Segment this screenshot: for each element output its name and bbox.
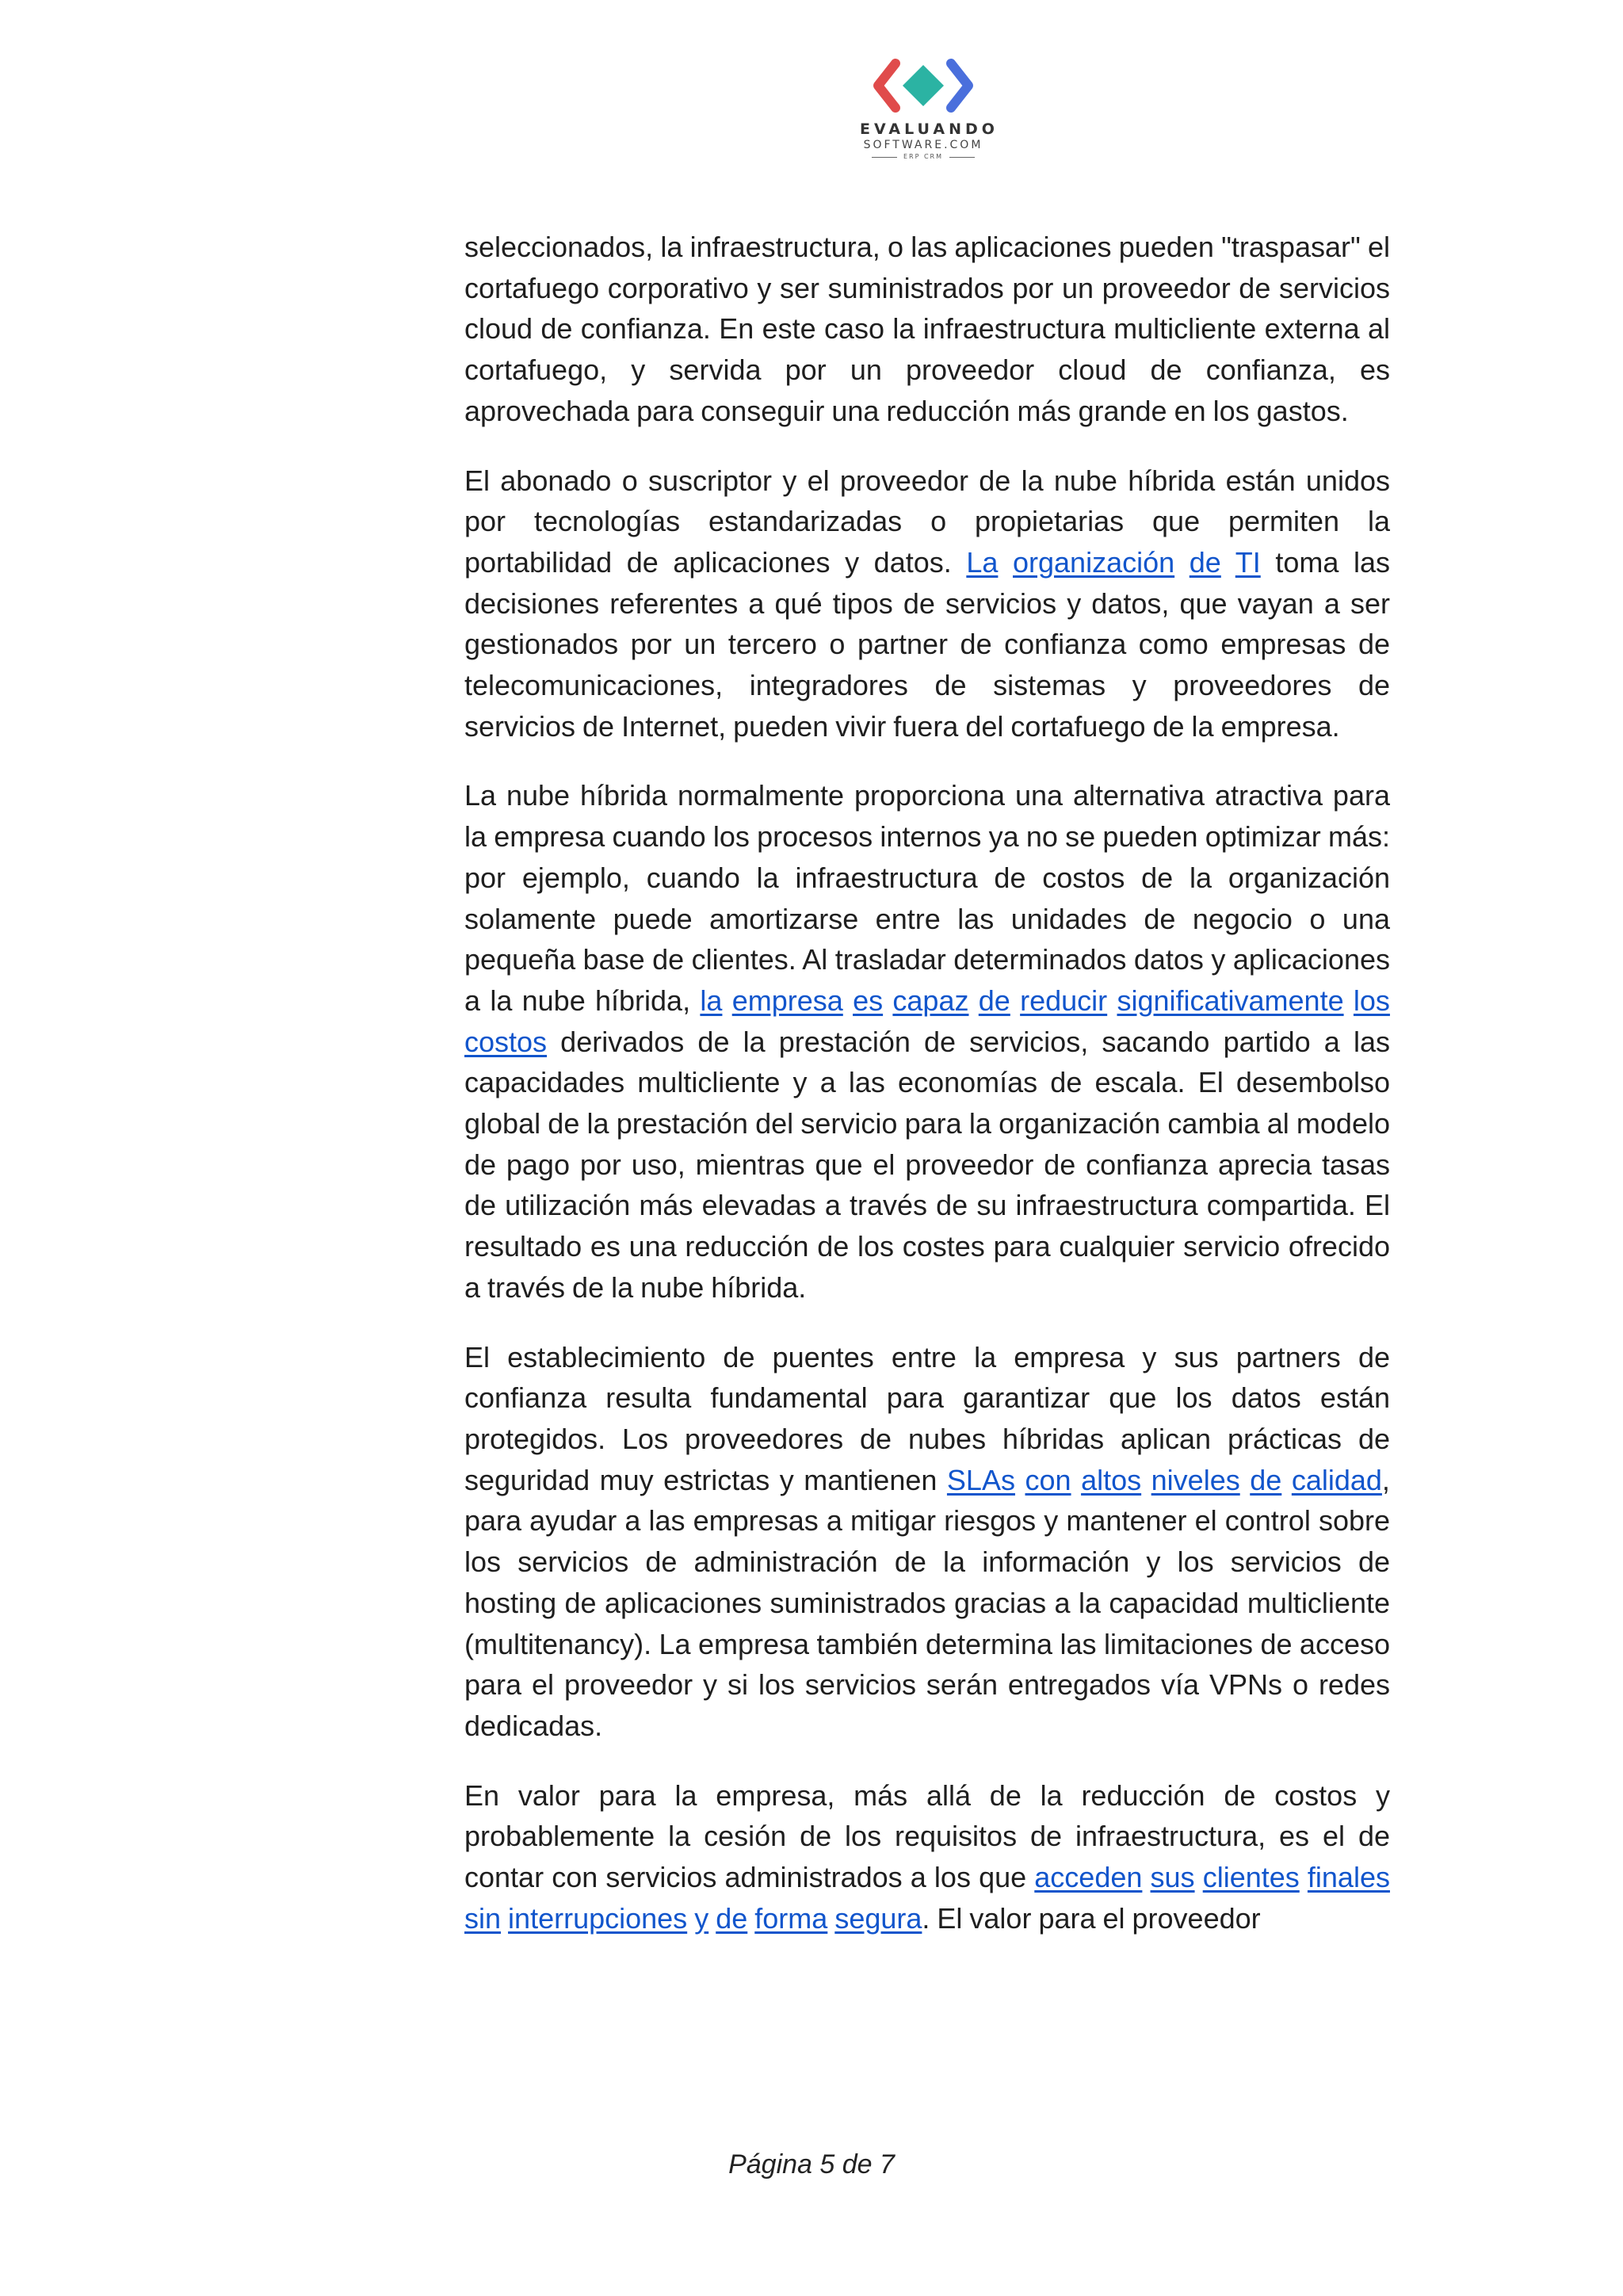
logo-tag-text: ERP CRM (903, 153, 944, 160)
paragraph-text: La nube híbrida normalmente proporciona una alternativa atractiva para la empresa cuando los procesos internos ya no se pueden optimizar más: por ejemplo, cuando la infraestructura de costos de la organización solamente puede amortizarse entre las unidades de negocio o una pequeña base de clientes. Al trasladar determinados datos y aplicaciones a la nube híbrida, (464, 779, 1390, 1017)
paragraph-text: . El valor para el proveedor (922, 1901, 1261, 1935)
hyperlink[interactable]: sin (464, 1901, 502, 1935)
paragraph-text: El establecimiento de puentes entre la empresa y sus partners de confianza resulta fundamental para garantizar que los datos están protegidos. Los proveedores de nubes híbridas aplican prácticas de seguridad muy estrictas y mantienen (464, 1340, 1390, 1496)
hyperlink[interactable]: es (853, 984, 884, 1017)
hyperlink[interactable]: altos (1081, 1463, 1142, 1496)
paragraph-text: toma las decisiones referentes a qué tipos de servicios y datos, que vayan a ser gestionados por un tercero o partner de confianza como empresas de telecomunicaciones, integradores de sistemas y proveedores de servicios de Internet, pueden vivir fuera del cortafuego de la empresa. (464, 545, 1390, 743)
hyperlink[interactable]: con (1025, 1463, 1071, 1496)
hyperlink[interactable]: de (1250, 1463, 1282, 1496)
paragraph-text (1142, 1861, 1150, 1893)
hyperlink[interactable]: empresa (731, 984, 843, 1017)
company-logo (860, 57, 999, 162)
paragraph-text (1221, 546, 1235, 579)
paragraph-text (883, 984, 892, 1017)
hyperlink[interactable]: segura (834, 1901, 922, 1935)
paragraph-text: , para ayudar a las empresas a mitigar riesgos y mantener el control sobre los servicios de administración de la información y los servicios de hosting de aplicaciones suministrados gracias a la capacidad multicliente (multitenancy). La empresa también determina las limitaciones de acceso para el proveedor y si los servicios serán entregados vía VPNs o redes dedicadas. (464, 1463, 1390, 1742)
hyperlink[interactable]: de (716, 1901, 748, 1935)
paragraph (464, 1775, 1390, 1939)
divider (872, 157, 897, 158)
hyperlink[interactable]: capaz (892, 984, 969, 1017)
hyperlink[interactable]: significativamente (1117, 984, 1344, 1017)
hyperlink[interactable]: La (966, 545, 999, 579)
paragraph-text (1107, 984, 1117, 1017)
hyperlink[interactable]: clientes (1202, 1861, 1300, 1894)
paragraph-text (1344, 984, 1354, 1017)
paragraph-text (747, 1902, 754, 1935)
page-number: Página 5 de 7 (728, 2149, 895, 2179)
paragraph-text: seleccionados, la infraestructura, o las aplicaciones pueden "traspasar" el cortafuego corporativo y ser suministrados por un proveedor de servicios cloud de confianza. En este caso la infraestructura multicliente externa al cortafuego, y servida por un proveedor cloud de confianza, es aprovechada para conseguir una reducción más grande en los gastos. (464, 231, 1390, 427)
paragraph-text (708, 1902, 716, 1935)
hyperlink[interactable]: niveles (1151, 1463, 1240, 1496)
logo-mark-icon (872, 57, 975, 114)
hyperlink[interactable]: de (978, 984, 1010, 1017)
paragraph-text (501, 1902, 508, 1935)
paragraph-text (1071, 1464, 1082, 1496)
hyperlink[interactable]: de (1189, 545, 1221, 579)
paragraph (464, 775, 1390, 1308)
paragraph-text (1240, 1464, 1251, 1496)
paragraph-text (722, 984, 731, 1017)
hyperlink[interactable]: SLAs (946, 1463, 1015, 1496)
hyperlink[interactable]: TI (1235, 545, 1261, 579)
paragraph (464, 227, 1390, 432)
hyperlink[interactable]: y (694, 1901, 709, 1935)
logo-tagline (860, 152, 987, 162)
logo-domain: SOFTWARE.COM (863, 139, 983, 151)
hyperlink[interactable]: organización (1013, 545, 1175, 579)
hyperlink[interactable]: los (1353, 984, 1390, 1017)
paragraph-text (1141, 1464, 1151, 1496)
paragraph-text (843, 984, 853, 1017)
paragraph-text (998, 546, 1013, 579)
paragraph-text (827, 1902, 834, 1935)
paragraph-text (1010, 984, 1020, 1017)
hyperlink[interactable]: forma (754, 1901, 828, 1935)
hyperlink[interactable]: sus (1150, 1861, 1195, 1894)
paragraph (464, 460, 1390, 747)
hyperlink[interactable]: acceden (1034, 1861, 1143, 1894)
paragraph-text (1195, 1861, 1203, 1893)
hyperlink[interactable]: reducir (1020, 984, 1108, 1017)
divider (949, 157, 975, 158)
paragraph-text (1281, 1464, 1292, 1496)
hyperlink[interactable]: la (700, 984, 723, 1017)
document-body (464, 227, 1390, 1967)
paragraph-text (968, 984, 978, 1017)
paragraph (464, 1337, 1390, 1747)
hyperlink[interactable]: interrupciones (508, 1901, 688, 1935)
paragraph-text (1300, 1861, 1308, 1893)
paragraph-text: derivados de la prestación de servicios, sacando partido a las capacidades multicliente y a las economías de escala. El desembolso global de la prestación del servicio para la organización cambia al modelo de pago por uso, mientras que el proveedor de confianza aprecia tasas de utilización más elevadas a través de su infraestructura compartida. El resultado es una reducción de los costes para cualquier servicio ofrecido a través de la nube híbrida. (464, 1025, 1390, 1304)
hyperlink[interactable]: calidad (1291, 1463, 1382, 1496)
hyperlink[interactable]: costos (464, 1025, 548, 1058)
hyperlink[interactable]: finales (1307, 1861, 1390, 1894)
paragraph-text (687, 1902, 694, 1935)
paragraph-text: En valor para la empresa, más allá de la reducción de costos y probablemente la cesión de los requisitos de infraestructura, es el de contar con servicios administrados a los que (464, 1778, 1390, 1894)
logo-name: EVALUANDO (860, 120, 999, 138)
paragraph-text (1015, 1464, 1025, 1496)
paragraph-text (1174, 546, 1190, 579)
paragraph-text: El abonado o suscriptor y el proveedor de la nube híbrida están unidos por tecnologías estandarizadas o propietarias que permiten la portabilidad de aplicaciones y datos. (464, 464, 1390, 579)
